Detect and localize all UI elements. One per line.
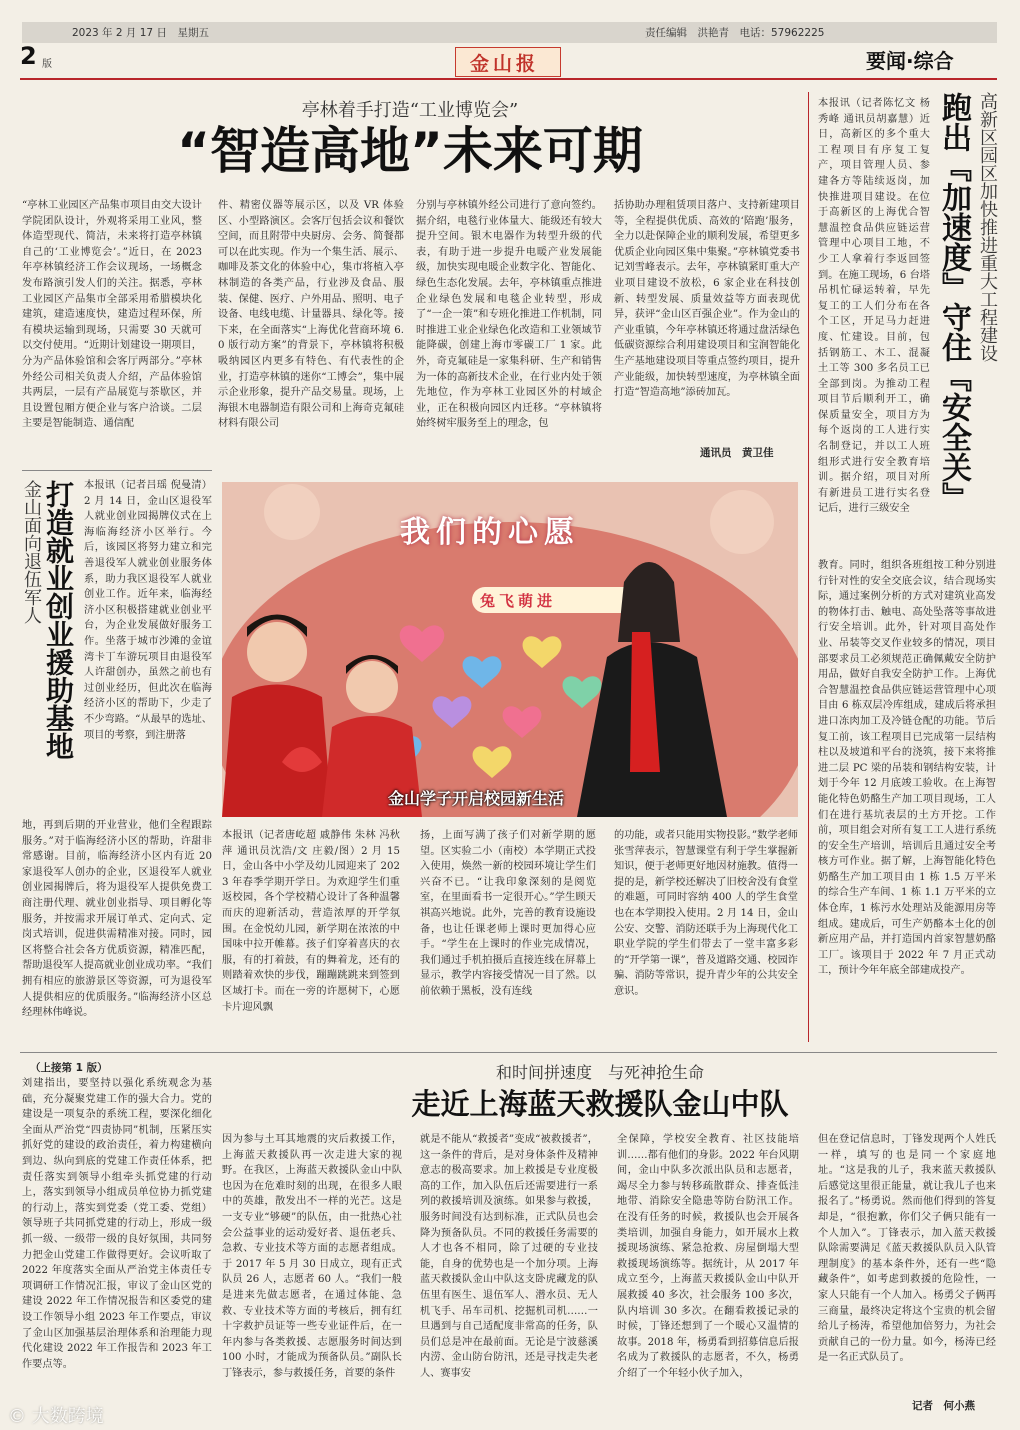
- article1-column-1: “亭林工业园区产品集市项目由交大设计学院团队设计，外观将采用工业风，整体造型现代、简洁，未来将打造亭林镇自己的‘工业博览会’。”近日，在 2023 年亭林镇经济工作会议现场，一场概念发布路演引发人们的关注。据悉，亭林工业园区产品集市全部采用希腊模块化建筑，建造速度快，建造过程环保，所有模块运输到现场，只需要 30 天就可以交付使用。“近期计划建设一期项目，分为产品体验馆和会客厅两部分。”亭林外经公司相关负责人介绍，产品体验馆共两层，一层有产品展览与茶歇区，并且设置包厢方便企业与客户洽谈。二层主要是智能制造、通信配: [22, 200, 202, 430]
- article2-lead: 本报讯（记者陈忆文 杨秀峰 通讯员胡嘉慧）近日，高新区的多个重大工程项目有序复工复产，项目管理人员、参建各方等陆续返岗，加快推进项目建设。在位于高新区的上海优合智慧温控食品供应链运营管理中心项目工地，不少工人拿着行李返回签到。在施工现场，6 台塔吊机忙碌运转着，早先复工的工人们分布在各个工区，开足马力赶进度、忙建设。目前，包括钢筋工、木工、混凝土工等 300 多名员工已全部到岗。为推动工程项目节后顺利开工，确保质量安全，项目方为每个返岗的工人进行实名制登记，并以工人班组形式进行安全教育培训。据介绍，项目对所有新进员工进行实名登记后，进行三级安全: [818, 98, 930, 515]
- photo-banner: 兔飞萌进: [480, 592, 557, 610]
- newspaper-logo-text: 金山报: [470, 53, 540, 75]
- article3-top-rule: [22, 470, 212, 471]
- article4-column-3: 的功能，或者只能用实物投影。”数学老师张雪萍表示，智慧课堂有利于学生掌握新知识，便于老师更好地因材施教。值得一提的是，新学校还解决了旧校舍没有食堂的难题，可同时容纳 400 人的学生食堂也在本学期投入使用。2 月 14 日，金山公安、交警、消防还联手为上海现代化工职业学院的学生们带去了一堂丰富多彩的“开学第一课”，普及道路交通、校园诈骗、消防等常识，提升青少年的公共安全意识。: [614, 830, 798, 997]
- article5-column-1: 因为参与土耳其地震的灾后救援工作，上海蓝天救援队再一次走进大家的视野。在我区，上海蓝天救援队金山中队也因为在危难时刻的出现，在很多人眼中的英雄，散发出不一样的光芒。这是一支专业“够硬”的队伍，由一批热心社会公益事业的运动爱好者、退伍老兵、急救、专业技术等方面的志愿者组成。于 2017 年 5 月 30 日成立，现有正式队员 26 人，志愿者 60 人。“我们一般是进来先做志愿者，在通过体能、急救、专业技术等方面的考核后，拥有红十字救护员证等一些专业证件后，在一年内参与各类救援、志愿服务时间达到 100 小时，才能成为预备队员。”副队长丁锋表示，参与救援任务，首要的条件: [222, 1134, 402, 1379]
- article2-side-kicker: 高新区园区加快推进重大工程建设: [977, 92, 998, 362]
- article2-divider: [808, 92, 809, 1042]
- masthead-rule: [20, 78, 997, 80]
- watermark: © 大数跨境: [8, 1406, 104, 1427]
- article5-top-rule: [20, 1052, 997, 1053]
- article5-column-4: 但在登记信息时，丁锋发现两个人姓氏一样，填写的也是同一个家庭地址。“这是我的儿子，我来蓝天救援队后感觉这里很正能量，就让我儿子也来报名了。”杨勇说。然而他们得到的答复却是，“很抱歉，你们父子俩只能有一个人加入”。丁锋表示，加入蓝天救援队除需要满足《蓝天救援队队员入队管理制度》的基本条件外，还有一些“隐藏条件”，如考虑到救援的危险性，一家人只能有一个人加入。杨勇父子俩再三商量，最终决定将这个宝贵的机会留给儿子杨涛，希望他加倍努力，为社会贡献自己的一份力量。如今，杨涛已经是一名正式队员了。: [818, 1134, 996, 1364]
- article4-column-1: 本报讯（记者唐屹超 戚静伟 朱林 冯秋萍 通讯员沈浩/文 庄毅/图）2 月 15 日，金山各中小学及幼儿园迎来了 2023 年春季学期开学日。为欢迎学生们重返校园，各个学校精心设计了各种温馨而庆的迎新活动，营造浓厚的开学氛围。在金悦幼儿园，新学期在浓浓的中国味中拉开帷幕。孩子们穿着喜庆的衣服，有的打着鼓，有的舞着龙，还有的则踏着欢快的步伐，蹦蹦跳跳来到签到区域打卡。而在一旁的许愿树下，心愿卡片迎风飘: [222, 830, 400, 1013]
- section-title: 要闻·综合: [866, 49, 954, 73]
- article5-kicker: 和时间拼速度 与死神抢生命: [495, 1063, 704, 1082]
- article3-headline: 打造就业创业援助基地: [42, 480, 75, 760]
- article2-headline: 跑出『加速度』守住『安全关』: [936, 92, 971, 512]
- article6-continued-label: （上接第 1 版）: [30, 1062, 108, 1074]
- photo-caption: 金山学子开启校园新生活: [388, 789, 565, 808]
- editor-contact: 责任编辑 洪艳青 电话：57962225: [645, 27, 825, 39]
- issue-date: 2023 年 2 月 17 日 星期五: [72, 27, 209, 39]
- article3-side-kicker: 金山面向退伍军人: [21, 480, 42, 624]
- article6-body: 刘建指出，要坚持以强化系统观念为基础，充分凝聚党建工作的强大合力。党的建设是一项复杂的系统工程，要深化细化全面从严治党“四责协同”机制，压紧压实抓好党的建设的政治责任，着力构建横向到边、纵向到底的党建工作责任体系，把责任落实到领导小组牵头抓党建的行动上，落实到领导小组成员单位协力抓党建的行动上，落实到党委（党工委、党组）领导班子共同抓党建的行动上，形成一级抓一级、一级带一级的良好氛围，共同努力把金山党建工作做得更好。会议听取了 2022 年度落实全面从严治党主体责任专项调研工作情况汇报，审议了金山区党的建设 2022 年工作情况报告和区委党的建设工作领导小组 2023 年工作要点，审议了金山区加强基层治理体系和治理能力现代化建设 2022 年工作报告和 2023 年工作要点等。: [22, 1078, 212, 1370]
- article1-column-3: 分别与亭林镇外经公司进行了意向签约。据介绍，电毯行业体量大、能级还有较大提升空间。银木电器作为转型升级的代表，有助于进一步提升电暖产业发展能级，加快实现电暖企业数字化、智能化、绿色生态化发展。去年，亭林镇重点推进企业绿色发展和电毯企业转型，形成了“一企一策”和专班化推进工作机制，同时推进工业企业绿色化改造和工业领域节能降碳，创建上海市零碳工厂 1 家。此外，奇克氟硅是一家集科研、生产和销售为一体的高新技术企业，在行业内处于领先地位，作为亭林工业园区外的村域企业，正在积极向园区内迁移。“亭林镇将始终树牢服务至上的理念，包: [416, 200, 602, 430]
- article5-headline: 走近上海蓝天救援队金山中队: [411, 1087, 789, 1121]
- article3-body: 地，再到后期的开业营业，他们全程跟踪服务。”对于临海经济小区的帮助，许甜非常感谢。目前，临海经济小区内有近 20 家退役军人创办的企业，区退役军人就业创业园揭牌后，将为退役军人提供免费工商注册代理、就业创业指导、项目孵化等服务，并按需求开展订单式、定向式、定岗式培训，促进供需精准对接。同时，园区将整合社会各方优质资源，精准匹配，帮助退役军人提高就业创业成功率。“我们拥有相应的旅游景区等资源，可为退役军人提供相应的优质服务。”临海经济小区总经理林伟峰说。: [22, 820, 212, 1019]
- page-unit: 版: [42, 59, 52, 70]
- photo-wish-sign: 我们的心愿: [400, 515, 580, 550]
- article3-lead: 本报讯（记者吕瑶 倪曼清）2 月 14 日，金山区退役军人就业创业园揭牌仪式在上海临海经济小区举行。今后，该园区将努力建立和完善退役军人就业创业服务体系，助力我区退役军人就业创业工作。近年来，临海经济小区积极搭建就业创业平台，为企业发展做好服务工作。坐落于城市沙滩的金谊湾卡丁车游玩项目由退役军人许甜创办，虽然之前也有过创业经历，但此次在临海经济小区的帮助下，少走了不少弯路。“从最早的选址、项目的考察，到注册落: [84, 480, 212, 741]
- article5-column-3: 全保障，学校安全教育、社区技能培训……都有他们的身影。2022 年台风期间，金山中队多次派出队员和志愿者，竭尽全力参与转移疏散群众、排查低洼地带、消除安全隐患等防台防汛工作。在没有任务的时候，救援队也会开展各类培训，加强自身能力，如开展水上救援现场演练、紧急抢救、房屋倒塌大型救援现场演练等。据统计，从 2017 年成立至今，上海蓝天救援队金山中队开展救援 40 多次，社会服务 100 多次，队内培训 30 多次。在翻看救援记录的时候，丁锋还想到了一个暖心又温情的故事。2018 年，杨勇看到招募信息后报名成为了救援队的志愿者，不久，杨勇介绍了一个年轻小伙子加入，: [617, 1134, 799, 1379]
- article2-body: 教育。同时，组织各班组按工种分别进行针对性的安全交底会议，结合现场实际，通过案例分析的方式对建筑业高发的物体打击、触电、高处坠落等事故进行安全培训。此外，针对项目高处作业、吊装等交叉作业较多的情况，项目部要求员工必须规范正确佩戴安全防护用品，做好自我安全防护工作。上海优合智慧温控食品供应链运营管理中心项目由 6 栋双层冷库组成，建成后将承担进口冻肉加工及冷链仓配的功能。节后复工前，该工程项目已完成第一层结构柱以及坡道和平台的浇筑，接下来将推进二层 PC 梁的吊装和钢结构安装，计划于今年 12 月底竣工验收。在上海智能化特色奶酪生产加工项目现场，工人们在进行基坑表层的土方开挖。工作前，项目组会对所有复工工人进行系统的安全生产培训，培训后且通过安全考核方可作业。据了解，上海智能化特色奶酪生产加工项目由 1 栋 1.5 万平米的综合生产车间、1 栋 1.1 万平米的立体仓库，1 栋污水处理站及能源用房等组成。建成后，可生产奶酪本土化的创新应用产品，并打造国内首家智慧奶酪工厂。该项目于 2022 年 7 月正式动工，预计今年年底全部建成投产。: [818, 560, 996, 977]
- article1-headline: “智造高地”未来可期: [177, 122, 643, 180]
- article1-byline: 通讯员 黄卫佳: [700, 447, 774, 459]
- article1-column-4: 括协助办理租赁项目落户、支持新建项目等，全程提供优质、高效的‘陪跑’服务，全力以赴保障企业的顺利发展，希望更多优质企业向园区集中集聚。”亭林镇党委书记刘雪峰表示。去年，亭林镇紧盯重大产业项目建设不放松，6 家企业在科技创新、转型发展、质量效益等方面表现优异，获评“金山区百强企业”。作为金山的产业重镇，今年亭林镇还将通过盘活绿色低碳资源综合利用建设项目和宝润智能化生产基地建设项目等重点签约项目，提升产业能级，加快转型速度，为亭林镇全面打造“智造高地”添砖加瓦。: [614, 200, 800, 399]
- article1-column-2: 件、精密仪器等展示区，以及 VR 体验区、小型路演区。会客厅包括会议和餐饮空间，而且附带中央厨房、会务、简餐都可以在此实现。作为一个集生活、展示、咖啡及茶文化的体验中心，集市将植入亭林制造的各类产品，行业涉及食品、服装、保健、医疗、户外用品、照明、电子设备、电线电缆、计量器具、绿化等。接下来，在全面落实“上海优化营商环境 6.0 版行动方案”的背景下，亭林镇将积极吸纳园区内更多有特色、有代表性的企业，打造亭林镇的迷你“工博会”，集中展示企业形象，提升产品交易量。现场，上海银木电器制造有限公司和上海奇克氟硅材料有限公司: [218, 200, 404, 430]
- article5-column-2: 就是不能从“救援者”变成“被救援者”，这一条件的背后，是对身体条件及精神意志的极高要求。加上救援是专业度极高的工作，加入队伍后还需要进行一系列的救援培训及演练。如果参与救援，服务时间没有达到标准，正式队员也会降为预备队员。不同的救援任务需要的人才也各不相同，除了过硬的专业技能，自身的优势也是一个加分项。上海蓝天救援队金山中队这支卧虎藏龙的队伍里有医生、退伍军人、潜水员、无人机飞手、吊车司机、挖掘机司机……一旦遇到与自己适配度非常高的任务，队员们总是冲在最前面。无论是宁波慈溪内涝、金山防台防汛，还是寻找走失老人、赛事安: [420, 1134, 598, 1379]
- article4-column-2: 扬，上面写满了孩子们对新学期的愿望。区实验二小（南校）本学期正式投入使用，焕然一新的校园环境让学生们兴奋不已。“让我印象深刻的是阅览室，在里面看书一定很开心。”学生顾天祺高兴地说。此外，完善的教育设施设备，也让任课老师上课时更加得心应手。“学生在上课时的作业完成情况，我们通过手机拍摄后直接连线在屏幕上显示，教学内容接受情况一目了然。以前依赖于黑板，没有连线: [420, 830, 596, 997]
- page-number: 2: [20, 42, 37, 70]
- article5-byline: 记者 何小燕: [912, 1400, 975, 1412]
- article1-kicker: 亭林着手打造“工业博览会”: [301, 100, 519, 121]
